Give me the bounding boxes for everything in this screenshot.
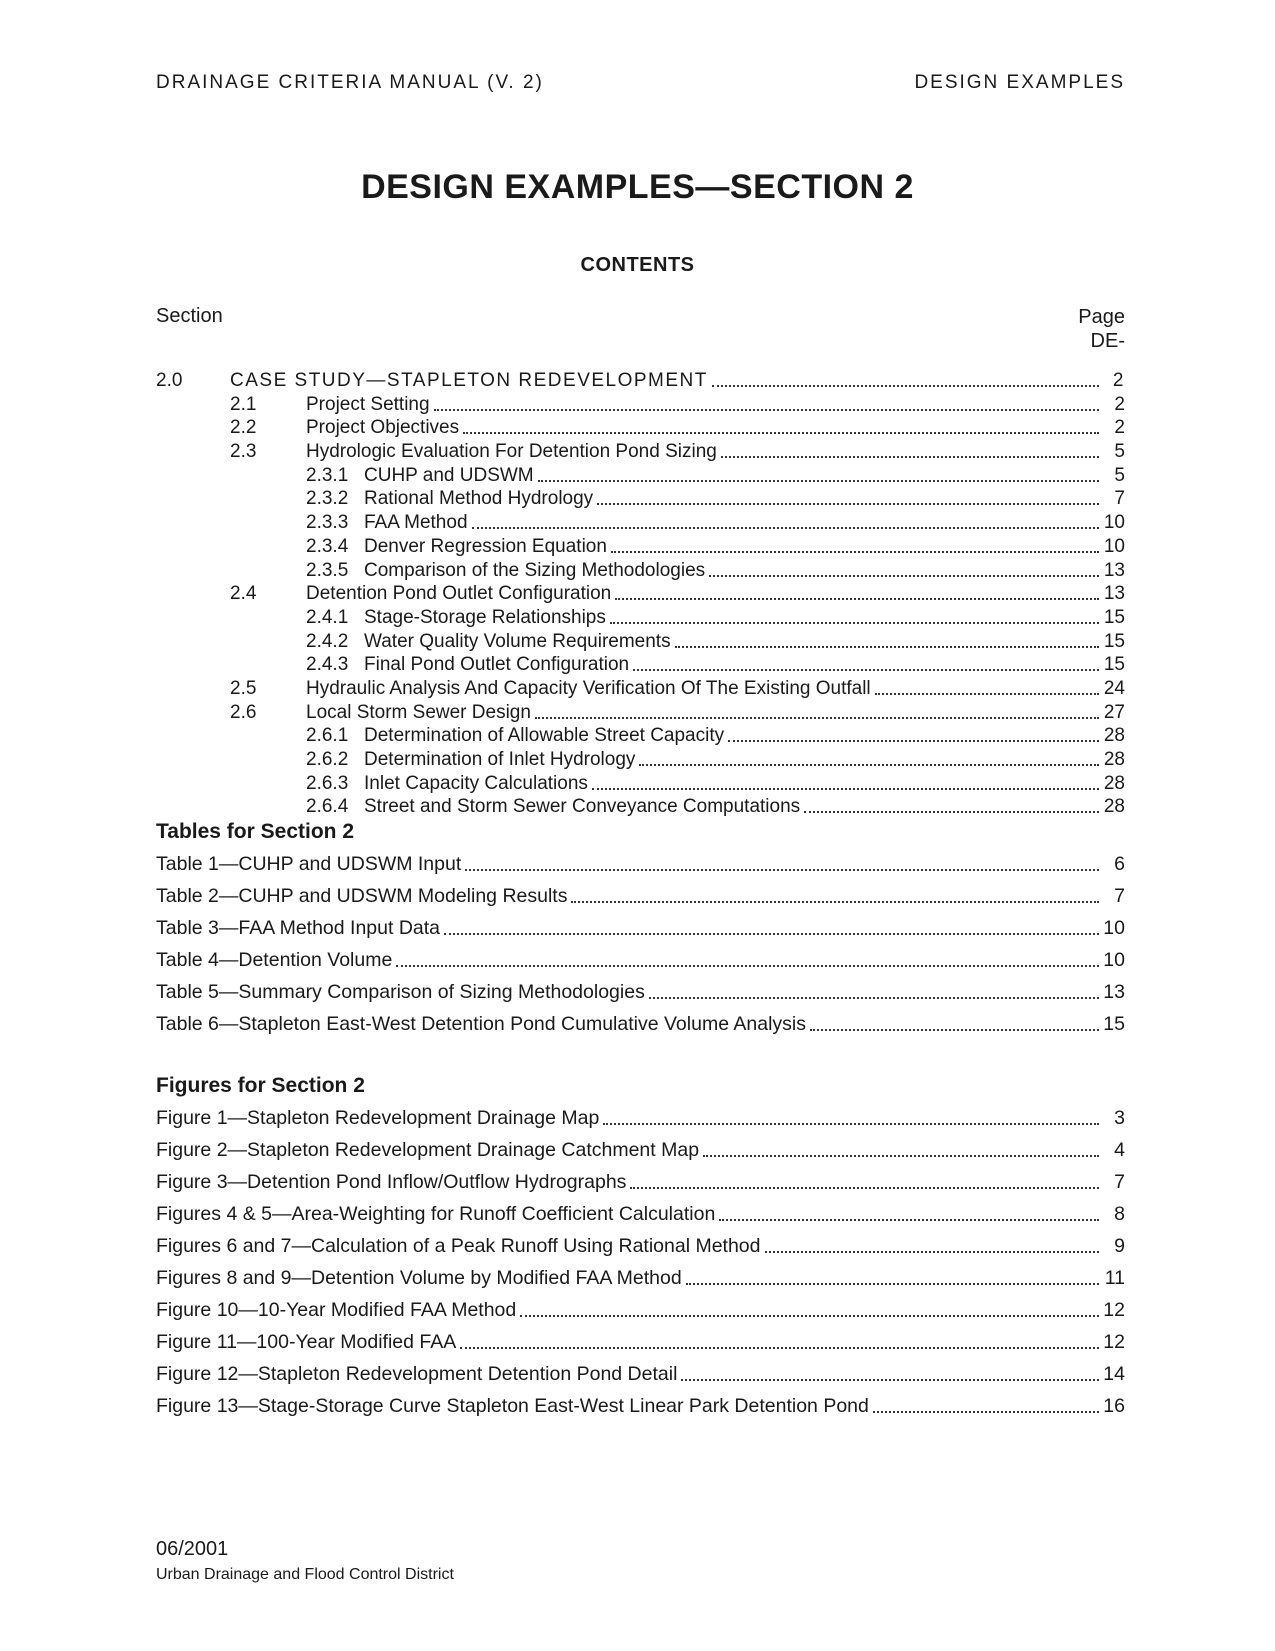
- toc-entry-page: 13: [1103, 583, 1125, 605]
- figure-entry-title: Figures 4 & 5—Area-Weighting for Runoff Coefficient Calculation: [156, 1203, 716, 1225]
- toc-entry: [156, 607, 1125, 631]
- toc-entry: [156, 370, 1125, 394]
- figure-entry-page: 11: [1104, 1267, 1125, 1289]
- toc-entry: [156, 512, 1125, 536]
- toc-entry-title: Street and Storm Sewer Conveyance Computations: [364, 796, 801, 818]
- page-column-label: [1078, 305, 1125, 353]
- toc-entry-title: Project Objectives: [306, 417, 460, 439]
- toc-entry-page: 2: [1114, 417, 1125, 439]
- toc-entry-title: Inlet Capacity Calculations: [364, 772, 588, 794]
- toc-entry: [156, 678, 1125, 702]
- table-entry: [156, 949, 1125, 981]
- toc-entry-title: FAA Method: [364, 512, 468, 534]
- table-entry-page: 15: [1103, 1013, 1125, 1035]
- toc-entry: [156, 560, 1125, 584]
- toc-entry-page: 15: [1103, 606, 1125, 628]
- toc-entry: [156, 536, 1125, 560]
- table-entry-body: [156, 949, 1125, 972]
- toc-entry: [156, 631, 1125, 655]
- toc-entry-title: Rational Method Hydrology: [364, 488, 594, 510]
- page-label: Page: [1078, 306, 1125, 328]
- toc-entry-body: [156, 749, 1125, 771]
- dot-leader: [571, 900, 1099, 903]
- figure-entry-body: [156, 1363, 1125, 1386]
- dot-leader: [728, 739, 1099, 742]
- figure-entry: [156, 1299, 1125, 1331]
- dot-leader: [396, 964, 1099, 967]
- figure-entry-body: [156, 1395, 1125, 1418]
- toc-entry-page: 10: [1103, 512, 1125, 534]
- toc-entry-body: [156, 607, 1125, 629]
- dot-leader: [610, 621, 1099, 624]
- figure-entry: [156, 1235, 1125, 1267]
- toc-entry: [156, 488, 1125, 512]
- toc-entry-title: Local Storm Sewer Design: [306, 701, 531, 723]
- toc-entry-title: Detention Pond Outlet Configuration: [306, 583, 612, 605]
- toc-entry: [156, 654, 1125, 678]
- toc-entry-number: 2.1: [230, 393, 257, 415]
- dot-leader: [639, 763, 1099, 766]
- dot-leader: [649, 996, 1099, 999]
- footer-organization: Urban Drainage and Flood Control District: [156, 1566, 454, 1583]
- dot-leader: [765, 1250, 1100, 1253]
- dot-leader: [520, 1314, 1099, 1317]
- toc-entry-body: [156, 773, 1125, 795]
- toc-entry-number: 2.6.2: [306, 749, 349, 770]
- toc-entry-number: 2.4: [230, 583, 257, 605]
- dot-leader: [597, 502, 1099, 505]
- toc-entry-title: CUHP and UDSWM: [364, 464, 534, 486]
- figure-entry-title: Figure 13—Stage-Storage Curve Stapleton East-West Linear Park Detention Pond: [156, 1395, 869, 1417]
- figure-entry: [156, 1171, 1125, 1203]
- toc-entry-page: 28: [1103, 796, 1125, 818]
- toc-entry-number: 2.4.1: [306, 606, 349, 628]
- toc-entry-body: [156, 678, 1125, 700]
- toc-entry-body: [156, 631, 1125, 653]
- toc-entry-title: Final Pond Outlet Configuration: [364, 654, 630, 676]
- tables-list: [156, 853, 1125, 1045]
- dot-leader: [709, 574, 1099, 577]
- toc-entry-number: 2.5: [230, 677, 257, 699]
- dot-leader: [721, 455, 1099, 458]
- figure-entry-body: [156, 1107, 1125, 1130]
- toc-entry-page: 24: [1103, 677, 1125, 699]
- toc-entry-page: 28: [1103, 772, 1125, 794]
- toc-entry-number: 2.4.2: [306, 630, 349, 652]
- toc-entry-page: 15: [1103, 630, 1125, 652]
- dot-leader: [719, 1218, 1099, 1221]
- toc-entry-title: Project Setting: [306, 393, 430, 415]
- figure-entry-page: 3: [1114, 1107, 1125, 1129]
- figure-entry-title: Figures 6 and 7—Calculation of a Peak Runoff Using Rational Method: [156, 1235, 761, 1257]
- toc-entry-page: 13: [1103, 559, 1125, 581]
- figure-entry: [156, 1331, 1125, 1363]
- table-entry-title: Table 2—CUHP and UDSWM Modeling Results: [156, 885, 568, 907]
- toc-entry: [156, 583, 1125, 607]
- dot-leader: [603, 1122, 1099, 1125]
- toc-entry: [156, 749, 1125, 773]
- table-entry-page: 10: [1103, 949, 1125, 971]
- toc-entry-title: Denver Regression Equation: [364, 535, 607, 557]
- toc-entry-body: [156, 536, 1125, 558]
- toc-entry-page: 28: [1103, 725, 1125, 747]
- toc-entry-number: 2.2: [230, 417, 257, 439]
- table-entry-title: Table 5—Summary Comparison of Sizing Methodologies: [156, 981, 645, 1003]
- toc-entry: [156, 796, 1125, 820]
- figure-entry-body: [156, 1331, 1125, 1354]
- toc-entry-body: [156, 654, 1125, 676]
- table-entry: [156, 1013, 1125, 1045]
- toc-entry-page: 7: [1114, 488, 1125, 510]
- toc-entry-title: Hydraulic Analysis And Capacity Verification Of The Existing Outfall: [306, 677, 871, 699]
- toc-entry-page: 10: [1103, 535, 1125, 557]
- toc-entry: [156, 465, 1125, 489]
- running-header: [156, 72, 1125, 94]
- toc-entry-number: 2.6.4: [306, 796, 349, 818]
- toc-entry-body: [156, 465, 1125, 487]
- dot-leader: [444, 932, 1099, 935]
- dot-leader: [535, 716, 1099, 719]
- dot-leader: [875, 692, 1099, 695]
- dot-leader: [538, 479, 1099, 482]
- toc-entry-title: Comparison of the Sizing Methodologies: [364, 559, 706, 581]
- figure-entry-page: 9: [1114, 1235, 1125, 1257]
- dot-leader: [804, 810, 1099, 813]
- table-entry-page: 13: [1103, 981, 1125, 1003]
- toc-entry-number: 2.3: [230, 441, 257, 463]
- dot-leader: [686, 1282, 1099, 1285]
- table-entry: [156, 853, 1125, 885]
- toc-entry-body: [156, 417, 1125, 439]
- toc-entry-title: Hydrologic Evaluation For Detention Pond Sizing: [306, 441, 717, 463]
- figure-entry-body: [156, 1299, 1125, 1322]
- dot-leader: [463, 431, 1099, 434]
- toc-entry-title: Water Quality Volume Requirements: [364, 630, 671, 652]
- dot-leader: [460, 1346, 1099, 1349]
- figure-entry-title: Figure 11—100-Year Modified FAA: [156, 1331, 457, 1353]
- toc-entry-body: [156, 394, 1125, 416]
- toc-entry: [156, 773, 1125, 797]
- figures-heading: Figures for Section 2: [156, 1074, 365, 1097]
- dot-leader: [633, 668, 1099, 671]
- dot-leader: [434, 408, 1099, 411]
- toc-entry: [156, 441, 1125, 465]
- toc-entry-title: Determination of Inlet Hydrology: [364, 749, 636, 770]
- toc-entry-number: 2.6.1: [306, 725, 349, 747]
- figure-entry: [156, 1107, 1125, 1139]
- toc-entry-page: 2: [1114, 393, 1125, 415]
- table-entry-body: [156, 917, 1125, 940]
- figure-entry-title: Figure 10—10-Year Modified FAA Method: [156, 1299, 517, 1321]
- figures-list: [156, 1107, 1125, 1427]
- figure-entry-page: 8: [1114, 1203, 1125, 1225]
- figure-entry-title: Figure 2—Stapleton Redevelopment Drainage Catchment Map: [156, 1139, 700, 1161]
- table-entry: [156, 885, 1125, 917]
- toc-entry-page: 5: [1114, 464, 1125, 486]
- figure-entry-page: 14: [1103, 1363, 1125, 1385]
- toc-entry-page: 28: [1103, 749, 1125, 770]
- dot-leader: [592, 787, 1099, 790]
- toc-entry-body: [156, 512, 1125, 534]
- toc-entry-body: [156, 702, 1125, 724]
- toc-entry: [156, 417, 1125, 441]
- toc-entry-number: 2.6: [230, 701, 257, 723]
- section-column-label: Section: [156, 305, 223, 327]
- toc-entry-number: 2.3.2: [306, 488, 349, 510]
- toc-entry: [156, 725, 1125, 749]
- figure-entry-body: [156, 1267, 1125, 1290]
- toc-entry-body: [156, 488, 1125, 510]
- toc-entry-page: 5: [1114, 441, 1125, 463]
- toc-entry-number: 2.6.3: [306, 772, 349, 794]
- toc-entry-page: 27: [1103, 701, 1125, 723]
- contents-heading: CONTENTS: [580, 254, 695, 276]
- table-entry-body: [156, 885, 1125, 908]
- table-entry-title: Table 4—Detention Volume: [156, 949, 393, 971]
- dot-leader: [611, 550, 1099, 553]
- figure-entry: [156, 1267, 1125, 1299]
- toc-entry-title: Stage-Storage Relationships: [364, 606, 606, 628]
- figure-entry-body: [156, 1139, 1125, 1162]
- toc-entry: [156, 702, 1125, 726]
- dot-leader: [630, 1186, 1099, 1189]
- toc-entry-page: 2: [1112, 370, 1125, 391]
- table-entry-body: [156, 981, 1125, 1004]
- toc-entry-number: 2.4.3: [306, 654, 349, 676]
- toc-entry-number: 2.3.1: [306, 464, 349, 486]
- figure-entry-body: [156, 1171, 1125, 1194]
- toc-entry-body: [156, 583, 1125, 605]
- toc-entry-number: 2.3.5: [306, 559, 349, 581]
- figure-entry-body: [156, 1235, 1125, 1258]
- toc-entry-title: Determination of Allowable Street Capacity: [364, 725, 725, 747]
- dot-leader: [615, 597, 1099, 600]
- page-title: DESIGN EXAMPLES—SECTION 2: [361, 168, 914, 206]
- dot-leader: [675, 645, 1099, 648]
- toc-entry-body: [156, 370, 1125, 392]
- dot-leader: [810, 1028, 1099, 1031]
- table-of-contents: [156, 370, 1125, 820]
- figure-entry: [156, 1395, 1125, 1427]
- figure-entry: [156, 1203, 1125, 1235]
- page-prefix-label: DE-: [1090, 330, 1125, 352]
- toc-entry-number: 2.0: [156, 370, 183, 391]
- toc-entry-body: [156, 796, 1125, 818]
- figure-entry-page: 4: [1114, 1139, 1125, 1161]
- figure-entry: [156, 1139, 1125, 1171]
- dot-leader: [712, 384, 1099, 387]
- table-entry-title: Table 3—FAA Method Input Data: [156, 917, 441, 939]
- toc-entry: [156, 394, 1125, 418]
- toc-entry-number: 2.3.4: [306, 535, 349, 557]
- table-entry-page: 7: [1114, 885, 1125, 907]
- dot-leader: [873, 1410, 1099, 1413]
- figure-entry-title: Figure 3—Detention Pond Inflow/Outflow Hydrographs: [156, 1171, 627, 1193]
- figure-entry-title: Figure 12—Stapleton Redevelopment Detention Pond Detail: [156, 1363, 678, 1385]
- toc-entry-title: CASE STUDY—STAPLETON REDEVELOPMENT: [230, 370, 708, 391]
- toc-entry-page: 15: [1103, 654, 1125, 676]
- toc-entry-body: [156, 441, 1125, 463]
- dot-leader: [681, 1378, 1099, 1381]
- figure-entry-page: 7: [1114, 1171, 1125, 1193]
- figure-entry-body: [156, 1203, 1125, 1226]
- figure-entry-title: Figure 1—Stapleton Redevelopment Drainage Map: [156, 1107, 600, 1129]
- figure-entry-page: 12: [1103, 1299, 1125, 1321]
- dot-leader: [465, 868, 1099, 871]
- figure-entry-page: 12: [1103, 1331, 1125, 1353]
- figure-entry-page: 16: [1103, 1395, 1125, 1417]
- table-entry: [156, 917, 1125, 949]
- table-entry: [156, 981, 1125, 1013]
- header-chapter-title: DESIGN EXAMPLES: [914, 72, 1125, 93]
- toc-entry-number: 2.3.3: [306, 512, 349, 534]
- table-entry-page: 6: [1114, 853, 1125, 875]
- tables-heading: Tables for Section 2: [156, 820, 354, 843]
- table-entry-body: [156, 1013, 1125, 1036]
- figure-entry-title: Figures 8 and 9—Detention Volume by Modified FAA Method: [156, 1267, 682, 1289]
- toc-entry-body: [156, 725, 1125, 747]
- dot-leader: [472, 526, 1099, 529]
- header-manual-title: DRAINAGE CRITERIA MANUAL (V. 2): [156, 72, 544, 93]
- footer-date: 06/2001: [156, 1538, 229, 1560]
- table-entry-page: 10: [1103, 917, 1125, 939]
- toc-entry-body: [156, 560, 1125, 582]
- table-entry-title: Table 6—Stapleton East-West Detention Pond Cumulative Volume Analysis: [156, 1013, 806, 1035]
- table-entry-title: Table 1—CUHP and UDSWM Input: [156, 853, 462, 875]
- figure-entry: [156, 1363, 1125, 1395]
- dot-leader: [703, 1154, 1099, 1157]
- table-entry-body: [156, 853, 1125, 876]
